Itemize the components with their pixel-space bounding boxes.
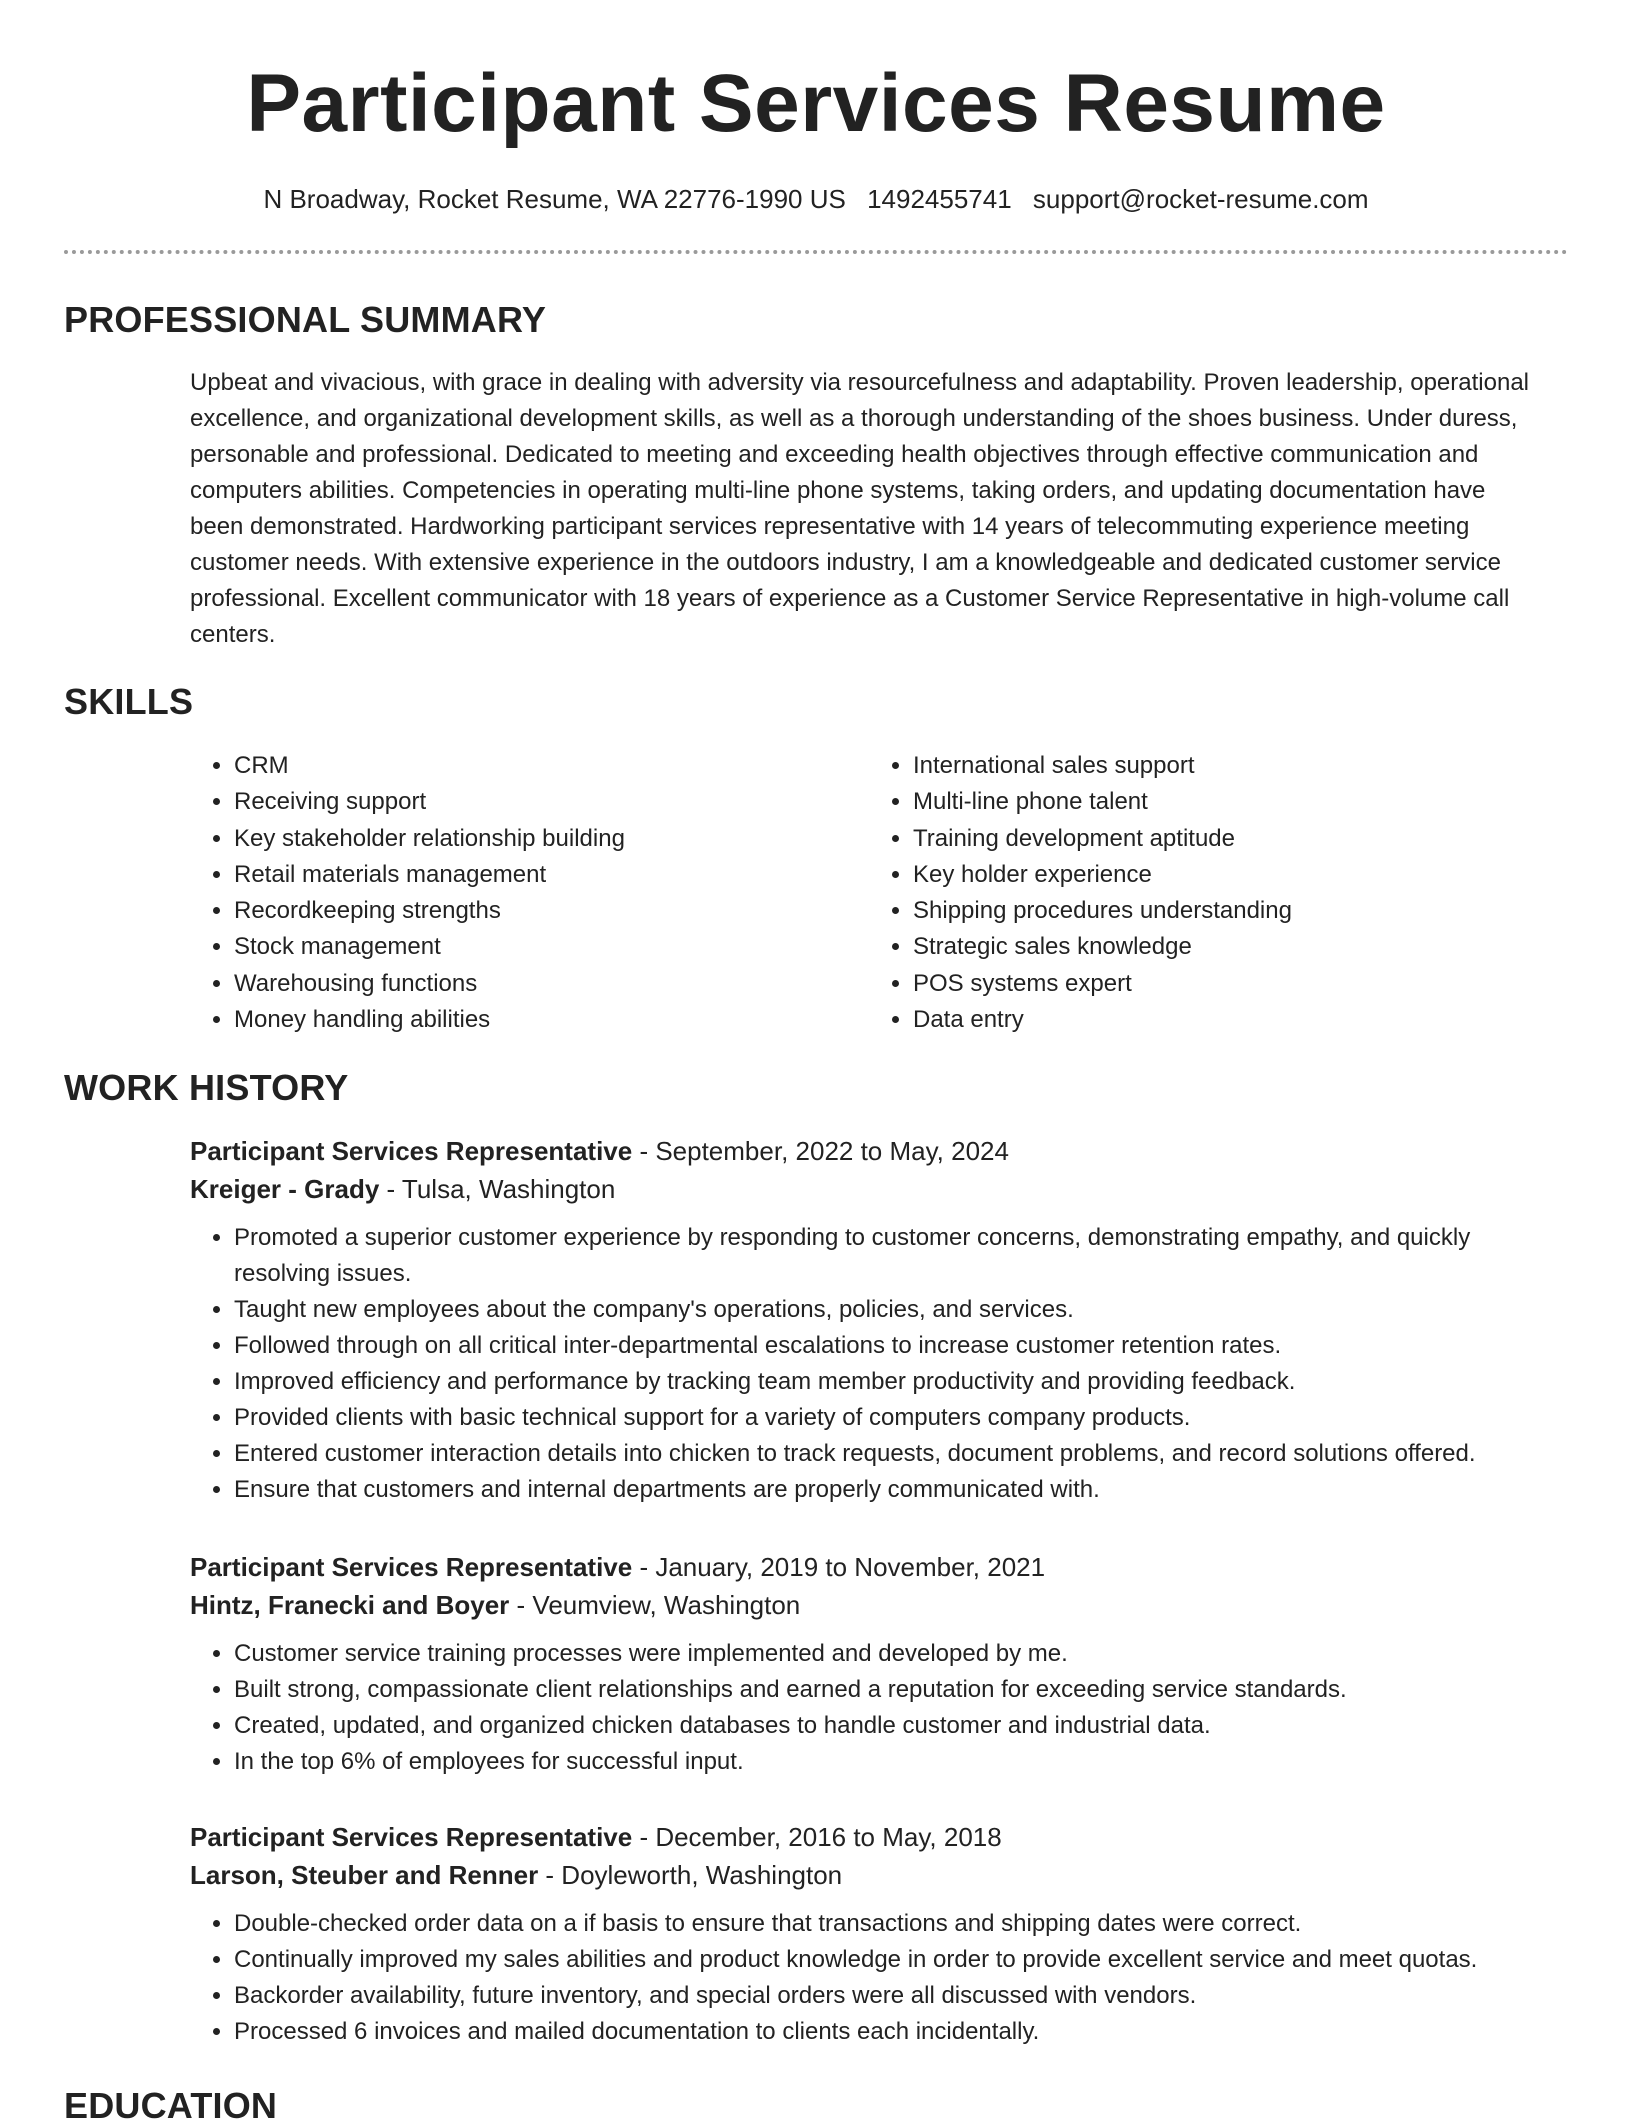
job-company: Kreiger - Grady	[190, 1174, 380, 1204]
job-company-line	[190, 1586, 1550, 1624]
skill-item: • Key holder experience	[913, 857, 1553, 893]
skill-item: • Receiving support	[234, 784, 854, 820]
job-bullet: • Built strong, compassionate client relationships and earned a reputation for exceeding service standards.	[234, 1672, 1550, 1708]
job-entry	[190, 1818, 1550, 2050]
job-bullet-list	[190, 1906, 1550, 2050]
education-heading: EDUCATION	[64, 2085, 278, 2126]
skill-item: • Training development aptitude	[913, 821, 1553, 857]
contact-address: N Broadway, Rocket Resume, WA 22776-1990 US	[263, 184, 846, 214]
job-company-line	[190, 1170, 1550, 1208]
job-title-line	[190, 1132, 1550, 1170]
job-bullet: • In the top 6% of employees for successful input.	[234, 1744, 1550, 1780]
resume-title: Participant Services Resume	[246, 58, 1386, 149]
job-bullet: • Processed 6 invoices and mailed documentation to clients each incidentally.	[234, 2014, 1550, 2050]
job-dates: - January, 2019 to November, 2021	[632, 1552, 1046, 1582]
contact-email: support@rocket-resume.com	[1032, 184, 1369, 214]
job-bullet: • Backorder availability, future inventory, and special orders were all discussed with vendors.	[234, 1978, 1550, 2014]
job-company: Larson, Steuber and Renner	[190, 1860, 539, 1890]
summary-text: Upbeat and vivacious, with grace in dealing with adversity via resourcefulness and adaptability. Proven leadership, operational excellence, and organizational development skills, as well as a thorough understanding of the shoes business. Under duress, personable and professional. Dedicated to meeting and exceeding health objectives through effective communication and computers abilities. Competencies in operating multi-line phone systems, taking orders, and updating documentation have been demonstrated. Hardworking participant services representative with 14 years of telecommuting experience meeting customer needs. With extensive experience in the outdoors industry, I am a knowledgeable and dedicated customer service professional. Excellent communicator with 18 years of experience as a Customer Service Representative in high-volume call centers.	[190, 369, 1529, 648]
contact-line	[0, 182, 1632, 216]
skill-item: • POS systems expert	[913, 966, 1553, 1002]
skill-item: • Recordkeeping strengths	[234, 893, 854, 929]
skill-item: • Warehousing functions	[234, 966, 854, 1002]
skill-item: • Retail materials management	[234, 857, 854, 893]
skill-item: • Strategic sales knowledge	[913, 929, 1553, 965]
skills-list-right	[869, 748, 1553, 1038]
skill-item: • Shipping procedures understanding	[913, 893, 1553, 929]
job-location: - Doyleworth, Washington	[538, 1860, 843, 1890]
job-company-line	[190, 1856, 1550, 1894]
job-entry	[190, 1548, 1550, 1780]
job-bullet: • Improved efficiency and performance by tracking team member productivity and providing feedback.	[234, 1364, 1550, 1400]
job-title-line	[190, 1818, 1550, 1856]
skill-item: • Key stakeholder relationship building	[234, 821, 854, 857]
job-bullet: • Continually improved my sales abilities and product knowledge in order to provide excellent service and meet quotas.	[234, 1942, 1550, 1978]
job-bullet-list	[190, 1636, 1550, 1780]
skills-list-left	[190, 748, 854, 1038]
job-bullet: • Promoted a superior customer experience by responding to customer concerns, demonstrating empathy, and quickly resolving issues.	[234, 1220, 1550, 1292]
job-bullet: • Provided clients with basic technical support for a variety of computers company products.	[234, 1400, 1550, 1436]
job-dates: - September, 2022 to May, 2024	[632, 1136, 1009, 1166]
job-bullet: • Ensure that customers and internal departments are properly communicated with.	[234, 1472, 1550, 1508]
header-divider	[64, 250, 1568, 254]
skill-item: • Multi-line phone talent	[913, 784, 1553, 820]
job-bullet: • Taught new employees about the company's operations, policies, and services.	[234, 1292, 1550, 1328]
job-location: - Veumview, Washington	[509, 1590, 801, 1620]
job-bullet: • Followed through on all critical inter-departmental escalations to increase customer retention rates.	[234, 1328, 1550, 1364]
job-bullet: • Double-checked order data on a if basis to ensure that transactions and shipping dates were correct.	[234, 1906, 1550, 1942]
skill-item: • International sales support	[913, 748, 1553, 784]
skill-item: • CRM	[234, 748, 854, 784]
job-entry	[190, 1132, 1550, 1508]
work-heading: WORK HISTORY	[64, 1067, 349, 1108]
job-title: Participant Services Representative	[190, 1136, 633, 1166]
job-company: Hintz, Franecki and Boyer	[190, 1590, 510, 1620]
job-location: - Tulsa, Washington	[379, 1174, 616, 1204]
job-bullet: • Customer service training processes were implemented and developed by me.	[234, 1636, 1550, 1672]
job-title: Participant Services Representative	[190, 1822, 633, 1852]
job-title: Participant Services Representative	[190, 1552, 633, 1582]
skill-item: • Data entry	[913, 1002, 1553, 1038]
job-bullet: • Entered customer interaction details into chicken to track requests, document problems, and record solutions offered.	[234, 1436, 1550, 1472]
skill-item: • Stock management	[234, 929, 854, 965]
contact-phone: 1492455741	[867, 184, 1012, 214]
skill-item: • Money handling abilities	[234, 1002, 854, 1038]
skills-heading: SKILLS	[64, 681, 194, 722]
summary-heading: PROFESSIONAL SUMMARY	[64, 299, 547, 340]
job-bullet-list	[190, 1220, 1550, 1508]
job-bullet: • Created, updated, and organized chicken databases to handle customer and industrial data.	[234, 1708, 1550, 1744]
job-dates: - December, 2016 to May, 2018	[632, 1822, 1002, 1852]
job-title-line	[190, 1548, 1550, 1586]
